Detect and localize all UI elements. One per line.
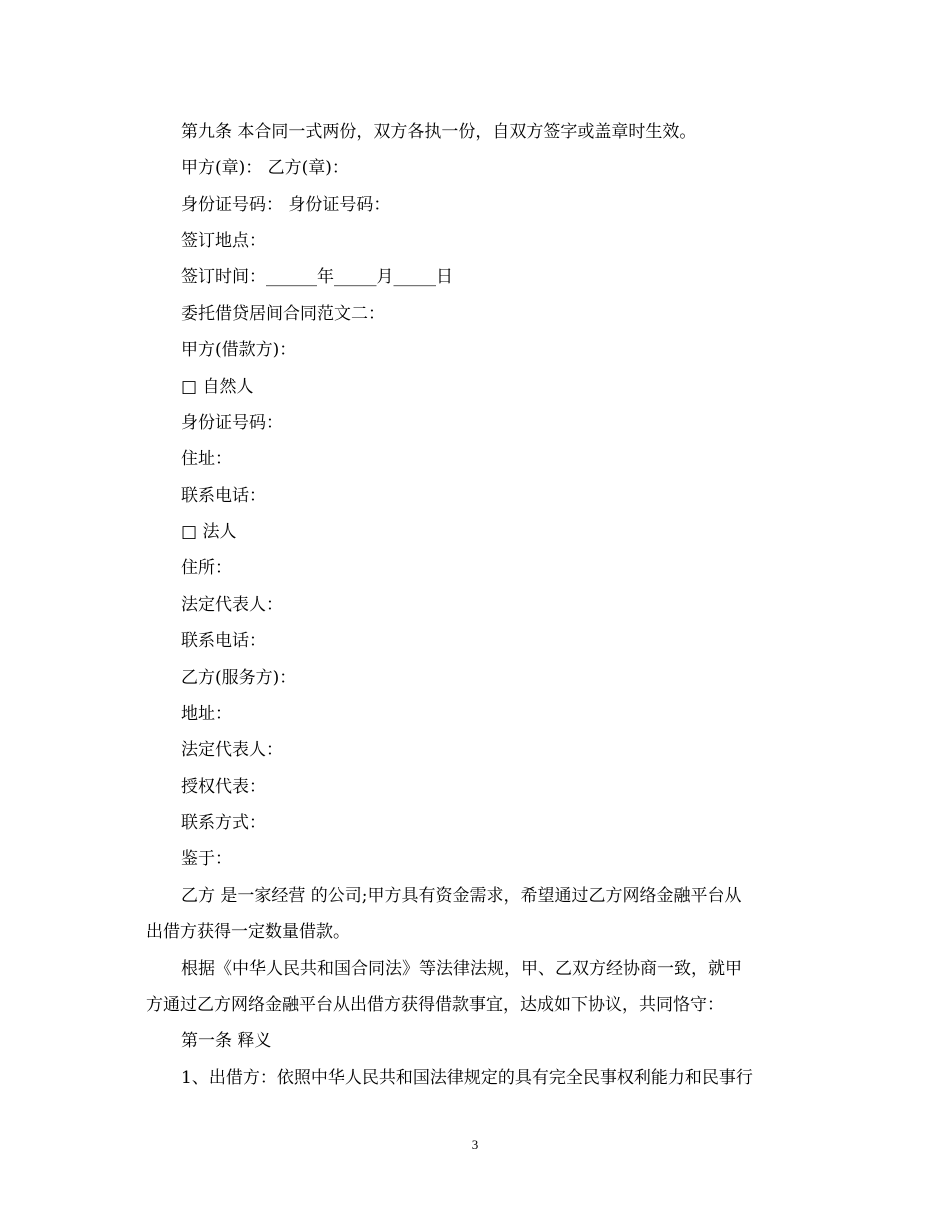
authorized-rep-field: 授权代表：	[181, 777, 266, 797]
signing-place-line: 签订地点：	[181, 231, 266, 251]
domicile-field: 住所：	[181, 558, 232, 578]
legal-person-checkbox-line: □ 法人	[181, 522, 237, 542]
clause-9: 第九条 本合同一式两份，双方各执一份，自双方签字或盖章时生效。	[181, 122, 697, 142]
paragraph-line: 出借方获得一定数量借款。	[146, 922, 350, 942]
id-number-field: 身份证号码：	[181, 413, 283, 433]
signing-date-line: 签订时间：______年_____月_____日	[181, 267, 453, 287]
phone-field-2: 联系电话：	[181, 631, 266, 651]
contact-field: 联系方式：	[181, 813, 266, 833]
article-1-heading: 第一条 释义	[181, 1031, 272, 1051]
party-b-address-field: 地址：	[181, 704, 232, 724]
natural-person-checkbox-line: □ 自然人	[181, 377, 254, 397]
paragraph-line: 1、出借方：依照中华人民共和国法律规定的具有完全民事权利能力和民事行	[181, 1068, 753, 1088]
party-a-heading: 甲方(借款方)：	[181, 340, 297, 360]
paragraph-line: 方通过乙方网络金融平台从出借方获得借款事宜，达成如下协议，共同恪守：	[146, 995, 724, 1015]
paragraph-line: 根据《中华人民共和国合同法》等法律法规，甲、乙双方经协商一致，就甲	[181, 959, 742, 979]
party-seal-line: 甲方(章)： 乙方(章)：	[181, 158, 349, 178]
id-number-line: 身份证号码： 身份证号码：	[181, 195, 391, 215]
party-b-heading: 乙方(服务方)：	[181, 668, 297, 688]
party-b-legal-rep-field: 法定代表人：	[181, 740, 283, 760]
paragraph-line: 乙方 是一家经营 的公司;甲方具有资金需求，希望通过乙方网络金融平台从	[181, 886, 742, 906]
address-field: 住址：	[181, 449, 232, 469]
legal-rep-field: 法定代表人：	[181, 595, 283, 615]
section-heading: 委托借贷居间合同范文二：	[181, 304, 385, 324]
whereas-heading: 鉴于：	[181, 849, 232, 869]
page-number: 3	[471, 1137, 479, 1152]
phone-field: 联系电话：	[181, 486, 266, 506]
